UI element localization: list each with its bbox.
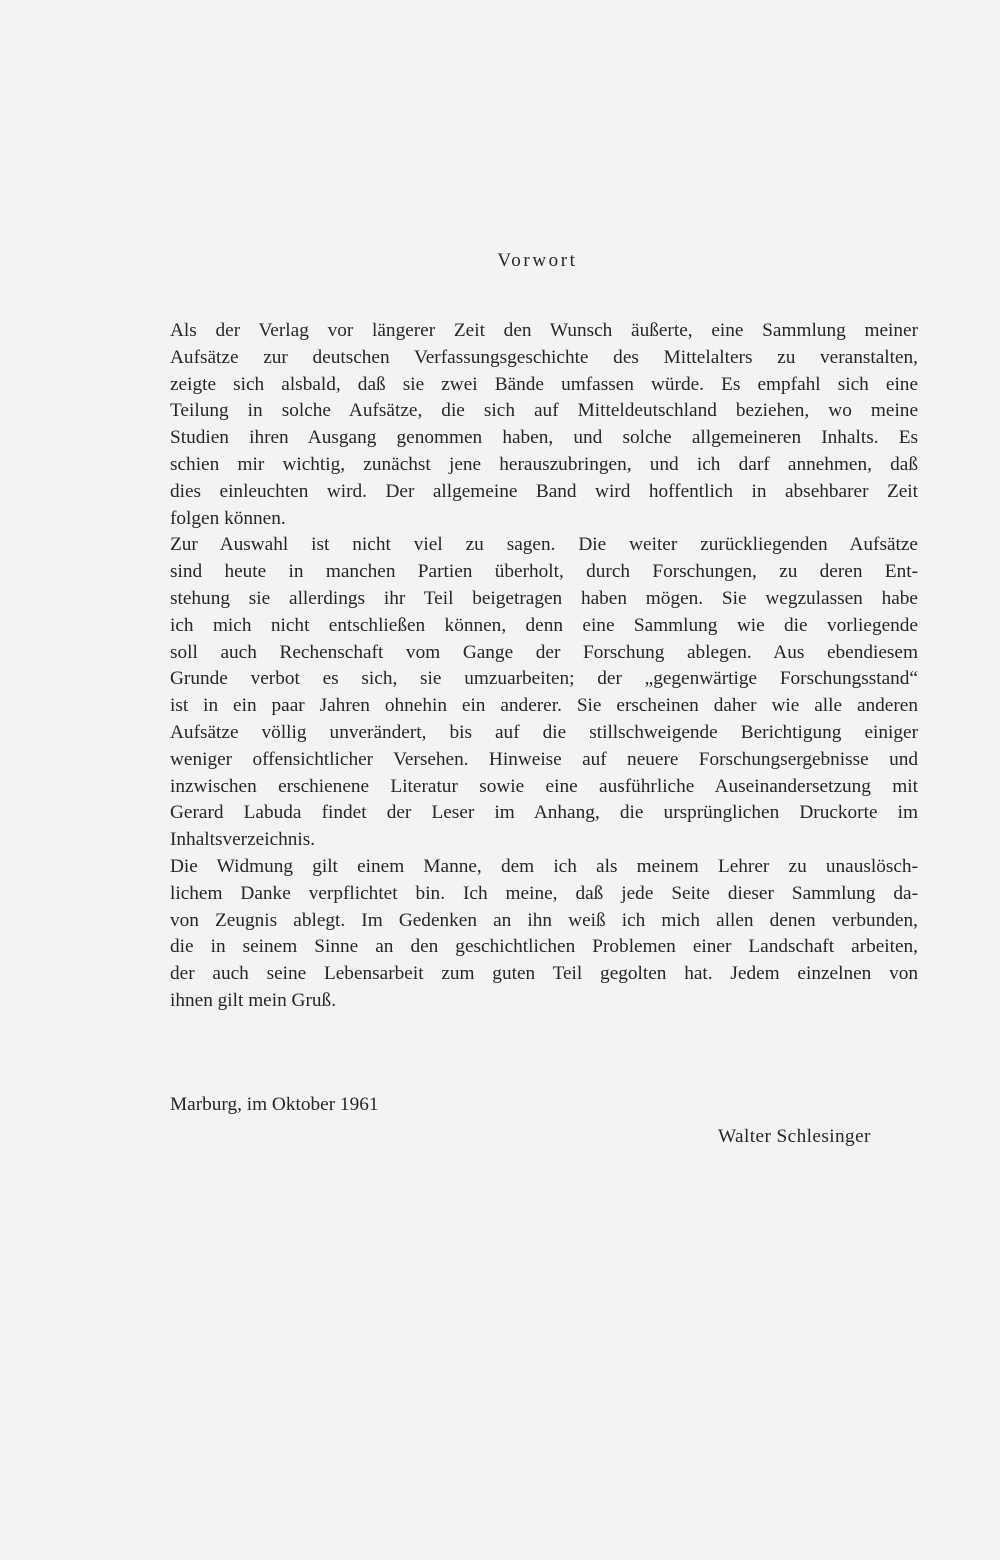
text-line: weniger offensichtlicher Versehen. Hinweise auf neuere Forschungsergebnisse und [170,748,918,770]
text-line: inzwischen erschienene Literatur sowie eine ausführliche Auseinandersetzung mit [170,775,918,797]
author-signature: Walter Schlesinger [718,1126,871,1147]
text-line: Aufsätze völlig unverändert, bis auf die stillschweigende Berichtigung einiger [170,721,918,743]
text-line: lichem Danke verpflichtet bin. Ich meine, daß jede Seite dieser Sammlung da- [170,882,918,904]
foreword-body [170,318,918,1015]
text-line: ist in ein paar Jahren ohnehin ein anderer. Sie erscheinen daher wie alle anderen [170,695,918,717]
text-line: stehung sie allerdings ihr Teil beigetragen haben mögen. Sie wegzulassen habe [170,587,918,609]
text-line: sind heute in manchen Partien überholt, durch Forschungen, zu deren Ent- [170,561,918,583]
text-line: folgen können. [170,507,286,529]
place-date: Marburg, im Oktober 1961 [170,1094,379,1115]
text-line: der auch seine Lebensarbeit zum guten Teil gegolten hat. Jedem einzelnen von [170,963,918,985]
text-line: ich mich nicht entschließen können, denn eine Sammlung wie die vorliegende [170,614,918,636]
text-line: Grunde verbot es sich, sie umzuarbeiten; der „gegenwärtige Forschungsstand“ [170,668,918,690]
text-line: Aufsätze zur deutschen Verfassungsgeschichte des Mittelalters zu veranstalten, [170,346,918,368]
text-line: Zur Auswahl ist nicht viel zu sagen. Die weiter zurückliegenden Aufsätze [170,534,918,556]
text-line: dies einleuchten wird. Der allgemeine Band wird hoffentlich in absehbarer Zeit [170,480,918,502]
text-line: die in seinem Sinne an den geschichtlichen Problemen einer Landschaft arbeiten, [170,936,918,958]
text-line: von Zeugnis ablegt. Im Gedenken an ihn weiß ich mich allen denen verbunden, [170,909,918,931]
text-line: soll auch Rechenschaft vom Gange der Forschung ablegen. Aus ebendiesem [170,641,918,663]
text-line: ihnen gilt mein Gruß. [170,989,337,1011]
text-line: Inhaltsverzeichnis. [170,829,316,851]
text-line: Studien ihren Ausgang genommen haben, und solche allgemeineren Inhalts. Es [170,427,918,449]
text-line: Die Widmung gilt einem Manne, dem ich als meinem Lehrer zu unauslösch- [170,855,918,877]
text-line: Gerard Labuda findet der Leser im Anhang, die ursprünglichen Druckorte im [170,802,918,824]
text-line: Als der Verlag vor längerer Zeit den Wunsch äußerte, eine Sammlung meiner [170,320,918,341]
text-line: Teilung in solche Aufsätze, die sich auf Mitteldeutschland beziehen, wo meine [170,400,918,422]
page-title: Vorwort [497,250,578,271]
text-line: schien mir wichtig, zunächst jene herauszubringen, und ich darf annehmen, daß [170,453,918,475]
text-line: zeigte sich alsbald, daß sie zwei Bände umfassen würde. Es empfahl sich eine [170,373,918,395]
